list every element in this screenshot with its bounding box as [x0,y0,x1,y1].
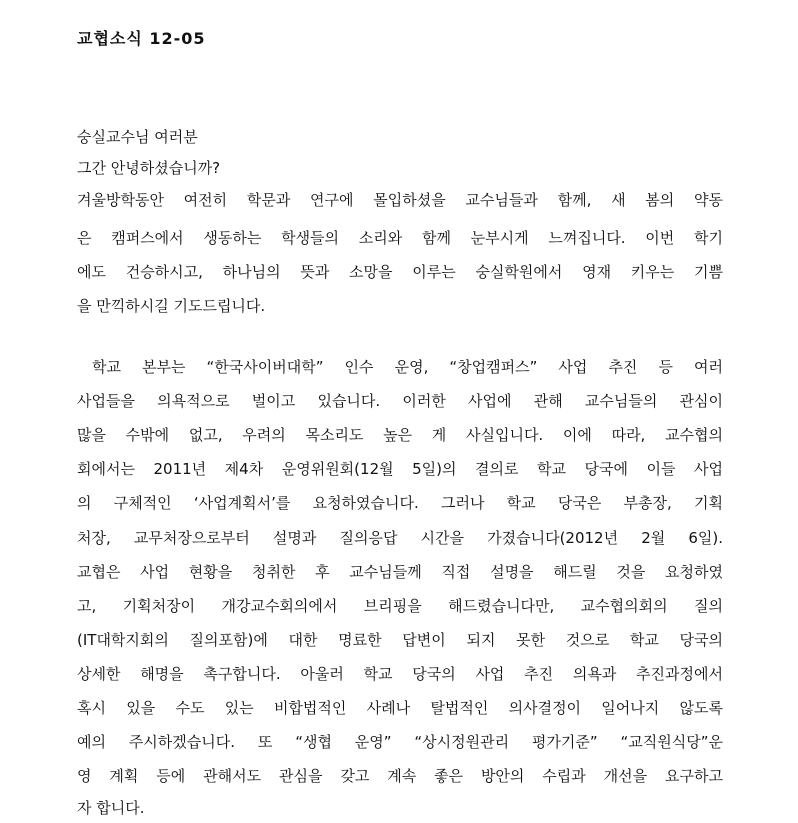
paragraph-line: 고, 기획처장이 개강교수회의에서 브리핑을 해드렸습니다만, 교수협의회의 질의 [77,597,723,615]
paragraph-line: 교협은 사업 현황을 청취한 후 교수님들께 직접 설명을 해드릴 것을 요청하였 [77,563,723,581]
paragraph-line: 겨울방학동안 여전히 학문과 연구에 몰입하셨을 교수님들과 함께, 새 봄의 약동 [77,191,723,209]
paragraph-line: 의 구체적인 ‘사업계획서’를 요청하였습니다. 그러나 학교 당국은 부총장, 기획 [77,494,723,512]
paragraph-line: 많을 수밖에 없고, 우려의 목소리도 높은 게 사실입니다. 이에 따라, 교수협의 [77,426,723,444]
paragraph-line: 처장, 교무처장으로부터 설명과 질의응답 시간을 가졌습니다(2012년 2월 6일). [77,529,723,547]
paragraph-line: 에도 건승하시고, 하나님의 뜻과 소망을 이루는 숭실학원에서 영재 키우는 기쁨 [77,263,723,281]
paragraph-line: 학교 본부는 “한국사이버대학” 인수 운영, “창업캠퍼스” 사업 추진 등 여러 [92,358,723,376]
paragraph-line: 회에서는 2011년 제4차 운영위원회(12월 5일)의 결의로 학교 당국에 이들 사업 [77,460,723,478]
paragraph-line: 사업들을 의욕적으로 벌이고 있습니다. 이러한 사업에 관해 교수님들의 관심이 [77,392,723,410]
paragraph-line: 은 캠퍼스에서 생동하는 학생들의 소리와 함께 눈부시게 느껴집니다. 이번 학기 [77,229,723,247]
paragraph-line: 을 만끽하시길 기도드립니다. [77,297,266,315]
paragraph-line: 예의 주시하겠습니다. 또 “생협 운영” “상시정원관리 평가기준” “교직원식당”운 [77,733,723,751]
paragraph-line: 영 계획 등에 관해서도 관심을 갖고 계속 좋은 방안의 수립과 개선을 요구하고 [77,767,723,785]
greeting-line: 그간 안녕하셨습니까? [77,159,221,177]
paragraph-line: 상세한 해명을 촉구합니다. 아울러 학교 당국의 사업 추진 의욕과 추진과정에서 [77,665,723,683]
paragraph-line: 자 합니다. [77,799,145,817]
greeting-line: 숭실교수님 여러분 [77,128,198,146]
paragraph-line: (IT대학지회의 질의포함)에 대한 명료한 답변이 되지 못한 것으로 학교 당국의 [77,631,723,649]
document-title: 교협소식 12-05 [77,29,206,48]
paragraph-line: 혹시 있을 수도 있는 비합법적인 사례나 탈법적인 의사결정이 일어나지 않도록 [77,699,723,717]
